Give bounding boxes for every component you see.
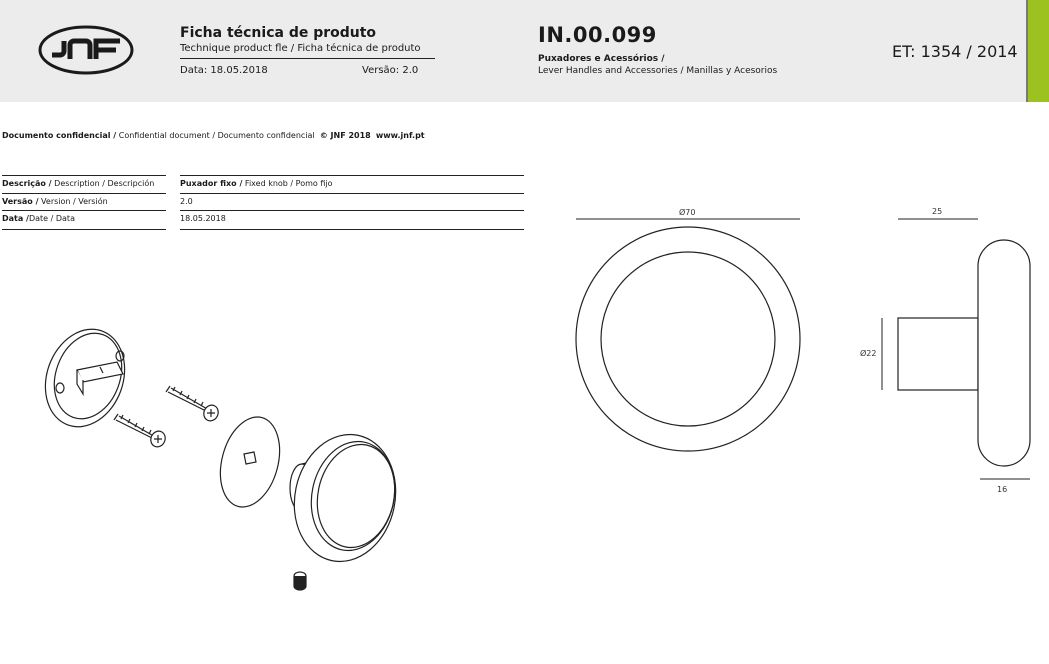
table-value: 2.0 [180, 197, 193, 206]
cover-plate [211, 410, 289, 513]
category-pt: Puxadores e Acessórios / [538, 54, 665, 64]
front-view-drawing [570, 212, 810, 472]
category-en-es: Lever Handles and Accessories / Manillas y Acesorios [538, 66, 778, 76]
doc-date: Data: 18.05.2018 [180, 65, 268, 76]
product-code: IN.00.099 [538, 23, 657, 47]
table-value: 18.05.2018 [180, 214, 226, 223]
et-reference: ET: 1354 / 2014 [892, 42, 1018, 61]
side-length-label: 25 [932, 207, 943, 216]
confidential-translations: Confidential document / Documento confidencial [116, 131, 315, 140]
rose-base [40, 320, 138, 438]
grub-screw [294, 572, 306, 590]
table-line [2, 229, 166, 230]
inner-circle [601, 252, 775, 426]
table-value: Puxador fixo / Fixed knob / Pomo fijo [180, 179, 333, 188]
jnf-logo [38, 25, 134, 75]
shaft [898, 318, 978, 390]
website-link[interactable]: www.jnf.pt [375, 131, 425, 140]
side-diameter-label: Ø22 [860, 349, 877, 358]
screw-lower [114, 414, 168, 449]
table-line [2, 193, 166, 194]
table-line [2, 175, 166, 176]
knob-head [978, 240, 1030, 466]
side-view-drawing [876, 212, 1036, 484]
table-label: Data /Date / Data [2, 214, 75, 223]
doc-version: Versão: 2.0 [362, 65, 419, 76]
exploded-view-illustration [40, 320, 420, 600]
table-line [180, 175, 524, 176]
doc-subtitle: Technique product fle / Ficha técnica de produto [180, 43, 421, 54]
header-bar [0, 0, 1049, 102]
confidential-label: Documento confidencial / [2, 131, 117, 140]
outer-circle [576, 227, 800, 451]
doc-title: Ficha técnica de produto [180, 25, 377, 41]
copyright: © JNF 2018 [319, 131, 371, 140]
table-label: Versão / Version / Versión [2, 197, 108, 206]
screw-upper [166, 386, 221, 423]
header-divider [180, 58, 435, 59]
table-label: Descrição / Description / Descripción [2, 179, 155, 188]
table-line [180, 193, 524, 194]
table-line [180, 210, 524, 211]
accent-bar [1028, 0, 1049, 102]
table-line [180, 229, 524, 230]
table-line [2, 210, 166, 211]
side-thickness-label: 16 [997, 485, 1008, 494]
knob [283, 425, 407, 571]
confidential-notice [2, 131, 425, 140]
front-diameter-label: Ø70 [679, 208, 696, 217]
